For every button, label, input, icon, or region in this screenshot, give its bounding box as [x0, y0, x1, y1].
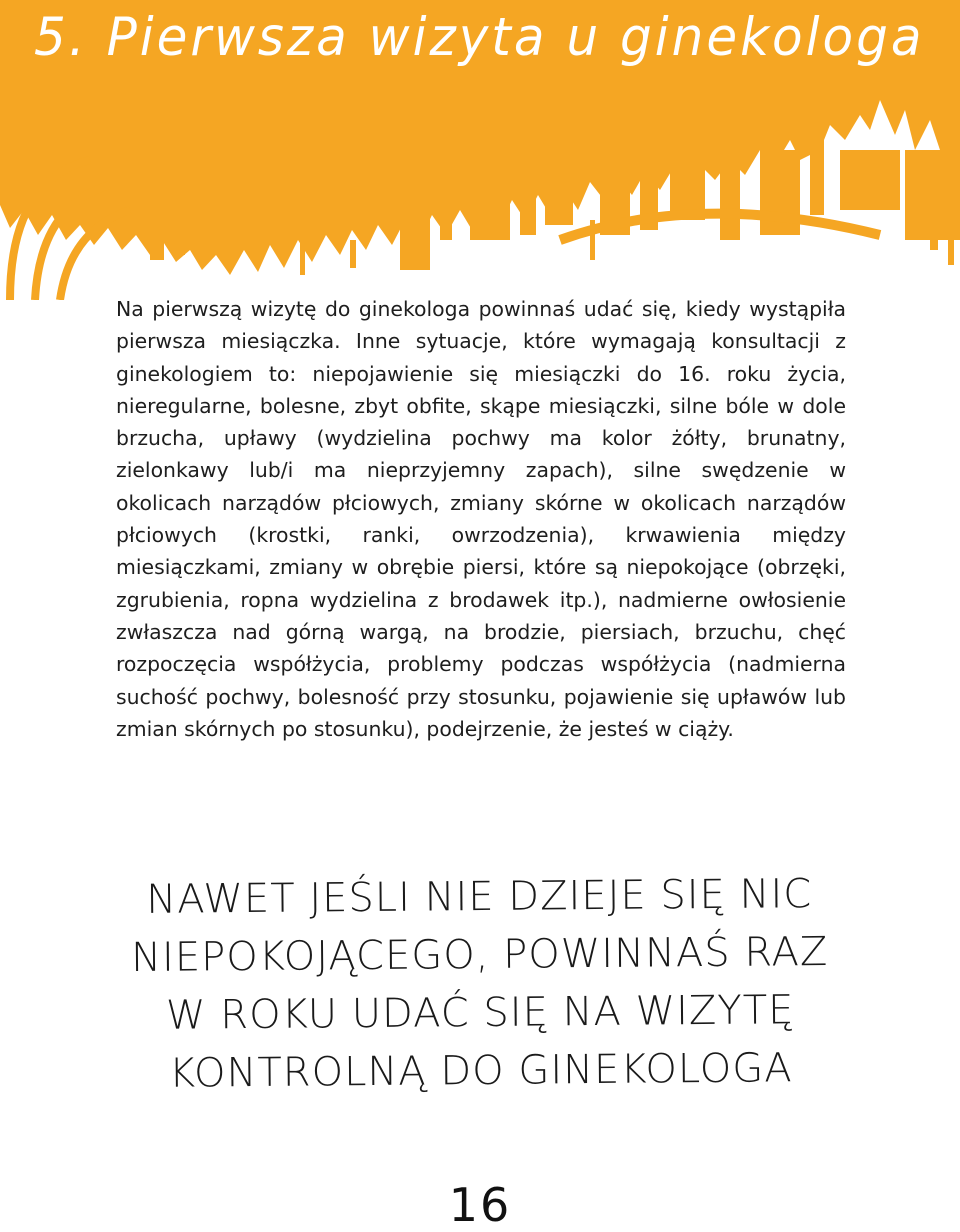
page-number: 16 [448, 1178, 512, 1232]
callout-quote: NAWET JEŚLI NIE DZIEJE SIĘ NIC NIEPOKOJĄCEGO, POWINNAŚ RAZ W ROKU UDAĆ SIĘ NA WIZYTĘ KONTROLNĄ DO GINEKOLOGA [130, 871, 829, 1097]
body-paragraph: Na pierwszą wizytę do ginekologa powinnaś udać się, kiedy wystąpiła pierwsza miesiączka. Inne sytuacje, które wymagają konsultacji z ginekologiem to: niepojawienie się miesiączki do 16. roku życia, nieregularne, bolesne, zbyt obfite, skąpe miesiączki, silne bóle w dole brzucha, upławy (wydzielina pochwy ma kolor żółty, brunatny, zielonkawy lub/i ma nieprzyjemny zapach), silne swędzenie w okolicach narządów płciowych, zmiany skórne w okolicach narządów płciowych (krostki, ranki, owrzodzenia), krwawienia między miesiączkami, zmiany w obrębie piersi, które są niepokojące (obrzęki, zgrubienia, ropna wydzielina z brodawek itp.), nadmierne owłosienie zwłaszcza nad górną wargą, na brodzie, piersiach, brzuchu, chęć rozpoczęcia współżycia, problemy podczas współżycia (nadmierna suchość pochwy, bolesność przy stosunku, pojawienie się upławów lub zmian skórnych po stosunku), podejrzenie, że jesteś w ciąży. [116, 297, 846, 741]
header-banner [0, 0, 960, 300]
chapter-title: 5. Pierwsza wizyta u ginekologa [34, 6, 925, 68]
